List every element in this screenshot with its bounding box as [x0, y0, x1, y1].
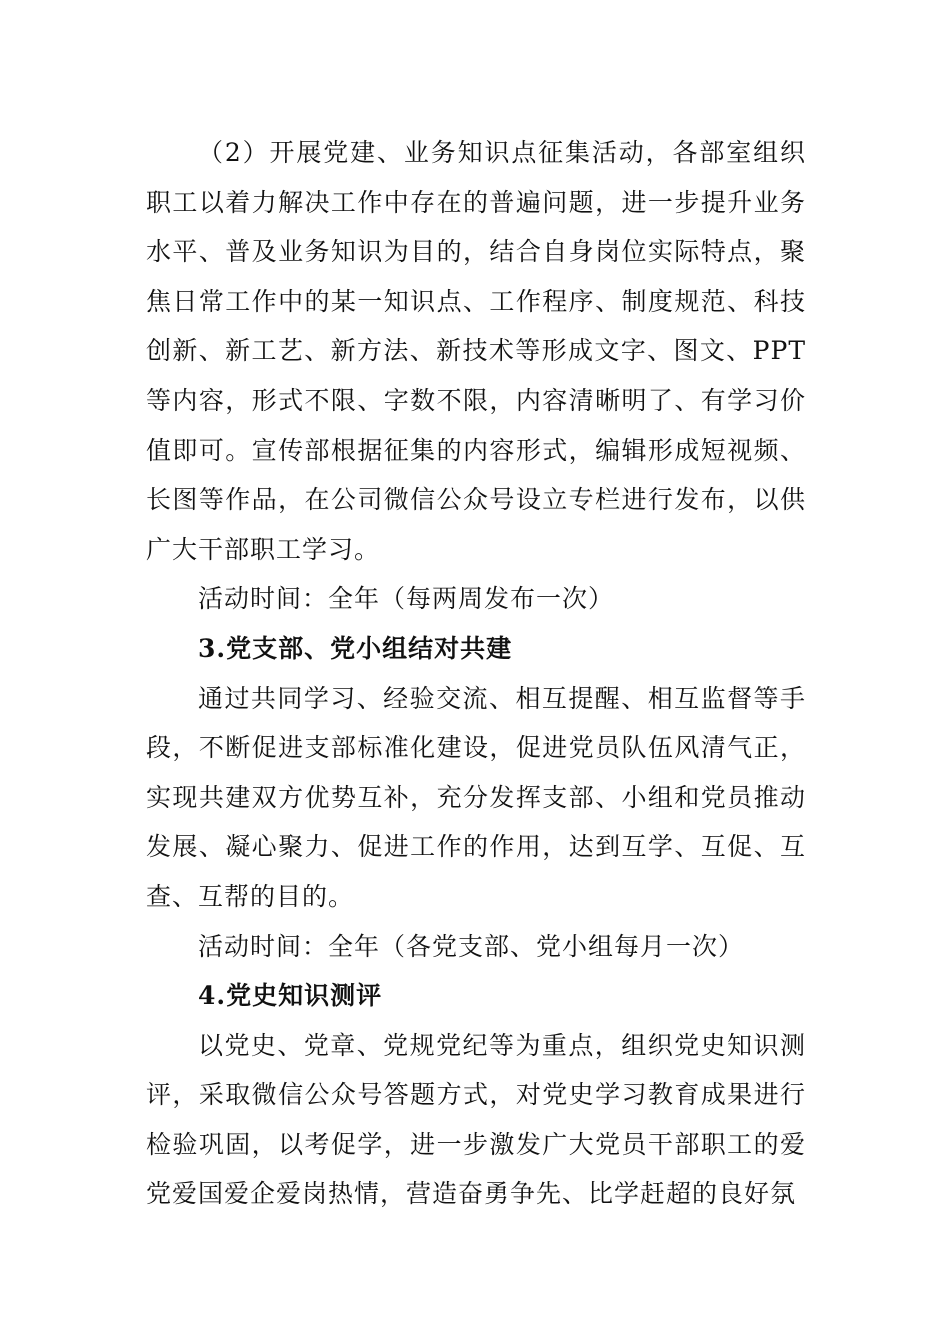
document-body: [146, 128, 806, 1219]
paragraph-knowledge-collection: （2）开展党建、业务知识点征集活动，各部室组织职工以着力解决工作中存在的普遍问题，进一步提升业务水平、普及业务知识为目的，结合自身岗位实际特点，聚焦日常工作中的某一知识点、工作程序、制度规范、科技创新、新工艺、新方法、新技术等形成文字、图文、PPT等内容，形式不限、字数不限，内容清晰明了、有学习价值即可。宣传部根据征集的内容形式，编辑形成短视频、长图等作品，在公司微信公众号设立专栏进行发布，以供广大干部职工学习。: [146, 138, 806, 564]
paragraph-branch-pairing: 通过共同学习、经验交流、相互提醒、相互监督等手段，不断促进支部标准化建设，促进党员队伍风清气正，实现共建双方优势互补，充分发挥支部、小组和党员推动发展、凝心聚力、促进工作的作用，达到互学、互促、互查、互帮的目的。: [146, 683, 806, 911]
section-heading-history-quiz: 4.党史知识测评: [198, 981, 383, 1011]
activity-time-biweekly: 活动时间：全年（每两周发布一次）: [198, 584, 615, 614]
section-heading-branch-pairing: 3.党支部、党小组结对共建: [198, 633, 513, 663]
paragraph-history-quiz: 以党史、党章、党规党纪等为重点，组织党史知识测评，采取微信公众号答题方式，对党史学习教育成果进行检验巩固，以考促学，进一步激发广大党员干部职工的爱党爱国爱企爱岗热情，营造奋勇争先、比学赶超的良好氛: [146, 1030, 806, 1209]
activity-time-monthly: 活动时间：全年（各党支部、党小组每月一次）: [198, 931, 745, 961]
